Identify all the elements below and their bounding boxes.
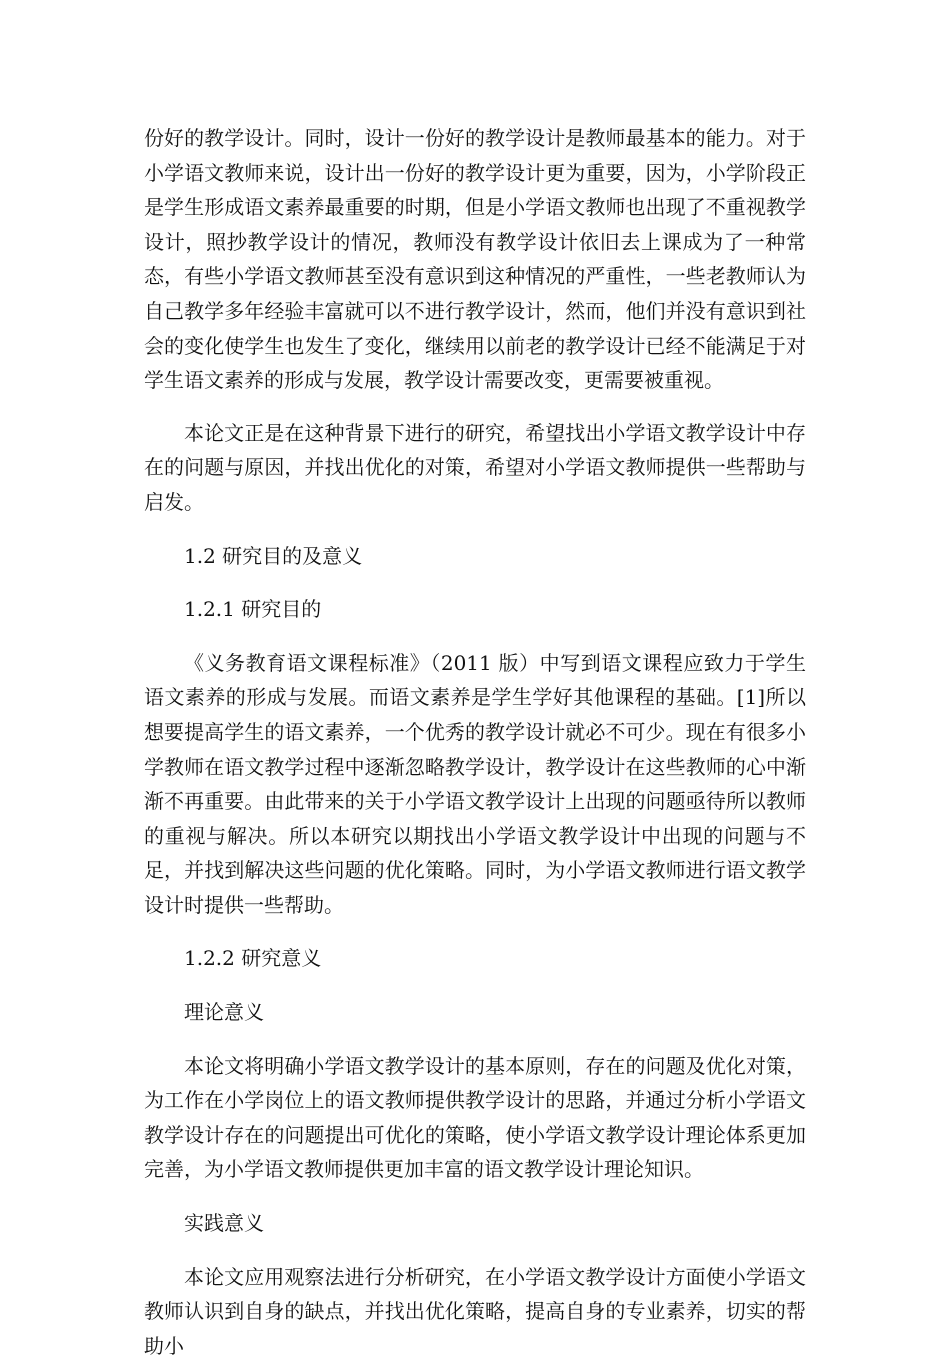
document-body <box>144 121 806 1363</box>
paragraph-practical-significance: 本论文应用观察法进行分析研究，在小学语文教学设计方面使小学语文教师认识到自身的缺点，并找出优化策略，提高自身的专业素养，切实的帮助小 <box>144 1264 806 1358</box>
paragraph-theoretical-significance: 本论文将明确小学语文教学设计的基本原则，存在的问题及优化对策，为工作在小学岗位上的语文教师提供教学设计的思路，并通过分析小学语文教学设计存在的问题提出可优化的策略，使小学语文教学设计理论体系更加完善，为小学语文教师提供更加丰富的语文教学设计理论知识。 <box>144 1053 806 1182</box>
paragraph-background-summary: 本论文正是在这种背景下进行的研究，希望找出小学语文教学设计中存在的问题与原因，并找出优化的对策，希望对小学语文教师提供一些帮助与启发。 <box>144 420 806 514</box>
section-heading-1-2: 1.2 研究目的及意义 <box>184 543 363 568</box>
paragraph-continuation: 份好的教学设计。同时，设计一份好的教学设计是教师最基本的能力。对于小学语文教师来说，设计出一份好的教学设计更为重要，因为，小学阶段正是学生形成语文素养最重要的时期，但是小学语文教师也出现了不重视教学设计，照抄教学设计的情况，教师没有教学设计依旧去上课成为了一种常态，有些小学语文教师甚至没有意识到这种情况的严重性，一些老教师认为自己教学多年经验丰富就可以不进行教学设计，然而，他们并没有意识到社会的变化使学生也发生了变化，继续用以前老的教学设计已经不能满足于对学生语文素养的形成与发展，教学设计需要改变，更需要被重视。 <box>144 126 806 393</box>
subsection-heading-1-2-2: 1.2.2 研究意义 <box>184 946 322 971</box>
paragraph-research-purpose: 《义务教育语文课程标准》（2011 版）中写到语文课程应致力于学生语文素养的形成与发展。而语文素养是学生学好其他课程的基础。[1]所以想要提高学生的语文素养，一个优秀的教学设计就必不可少。现在有很多小学教师在语文教学过程中逐渐忽略教学设计，教学设计在这些教师的心中渐渐不再重要。由此带来的关于小学语文教学设计上出现的问题亟待所以教师的重视与解决。所以本研究以期找出小学语文教学设计中出现的问题与不足，并找到解决这些问题的优化策略。同时，为小学语文教师进行语文教学设计时提供一些帮助。 <box>144 650 806 917</box>
subsection-heading-1-2-1: 1.2.1 研究目的 <box>184 597 322 622</box>
heading-theoretical-significance: 理论意义 <box>184 1000 264 1025</box>
heading-practical-significance: 实践意义 <box>184 1211 264 1236</box>
